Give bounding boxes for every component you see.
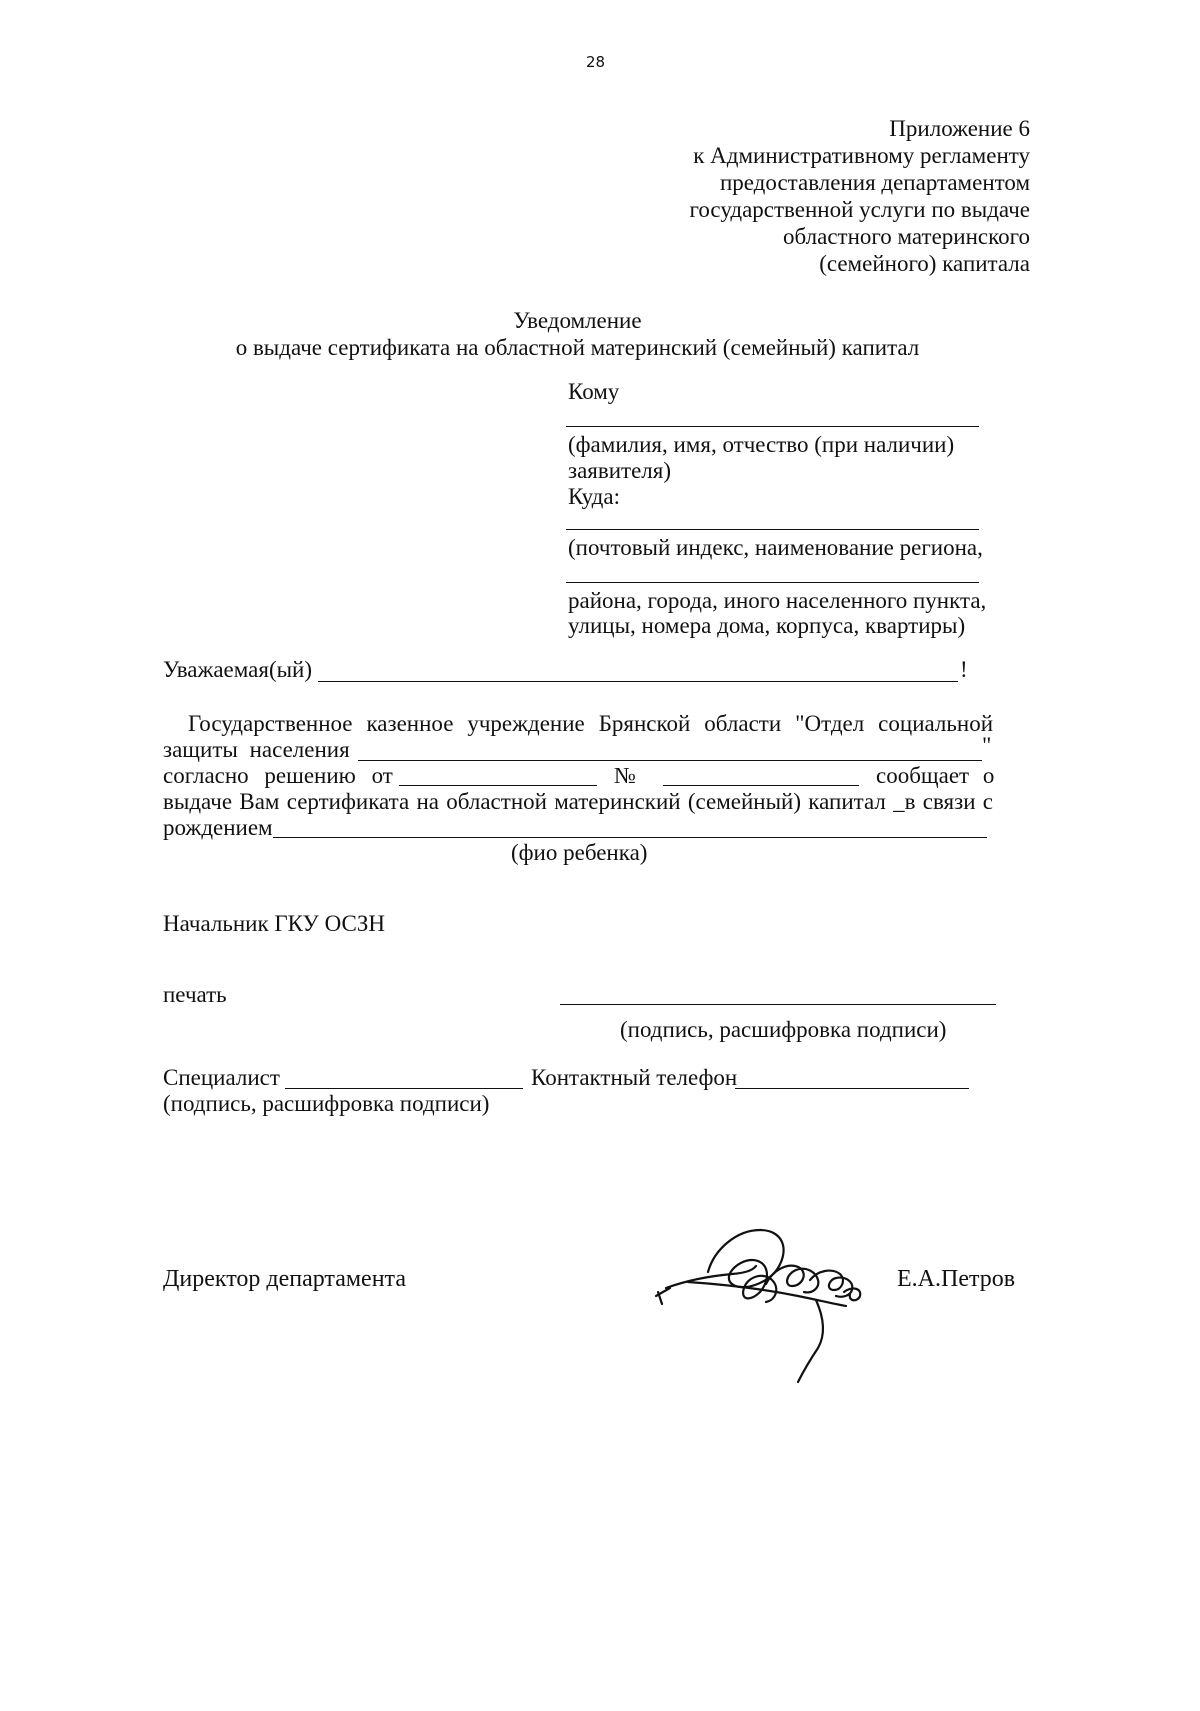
head-signature-line xyxy=(560,1004,996,1005)
decision-number-line xyxy=(663,785,859,786)
specialist-label: Специалист xyxy=(163,1065,280,1090)
appendix-block xyxy=(530,115,1030,277)
greeting-end: ! xyxy=(960,657,968,682)
body-line-2-label: защиты населения xyxy=(163,737,350,762)
phone-label: Контактный телефон xyxy=(531,1065,738,1090)
handwritten-signature xyxy=(648,1222,878,1387)
page-number: 28 xyxy=(586,53,606,71)
address-hint: улицы, номера дома, корпуса, квартиры) xyxy=(568,613,966,638)
child-name-line xyxy=(273,837,987,838)
decision-number-sign: № xyxy=(614,763,636,788)
phone-line xyxy=(735,1088,969,1089)
body-line-2-end: " xyxy=(982,733,992,758)
head-label: Начальник ГКУ ОСЗН xyxy=(163,911,385,936)
address-hint: (почтовый индекс, наименование региона, xyxy=(568,535,983,560)
body-line-3-label: согласно решению от xyxy=(163,763,393,788)
document-title: Уведомление xyxy=(513,308,642,333)
child-name-hint: (фио ребенка) xyxy=(511,840,648,865)
specialist-hint: (подпись, расшифровка подписи) xyxy=(163,1091,490,1116)
head-signature-hint: (подпись, расшифровка подписи) xyxy=(620,1017,947,1042)
director-position: Директор департамента xyxy=(163,1266,406,1292)
where-label: Куда: xyxy=(568,484,620,509)
appendix-line: предоставления департаментом xyxy=(719,170,1030,195)
department-name-line xyxy=(358,760,982,761)
recipient-name-hint: (фамилия, имя, отчество (при наличии) xyxy=(568,432,955,457)
body-line-4: выдаче Вам сертификата на областной материнский (семейный) капитал _в связи с xyxy=(163,789,993,814)
appendix-line: государственной услуги по выдаче xyxy=(689,197,1030,222)
decision-date-line xyxy=(399,785,597,786)
to-label: Кому xyxy=(568,379,620,404)
address-line xyxy=(566,582,979,583)
address-hint: района, города, иного населенного пункта, xyxy=(568,588,987,613)
appendix-line: областного материнского xyxy=(783,224,1030,249)
director-name: Е.А.Петров xyxy=(897,1266,1016,1292)
document-subtitle: о выдаче сертификата на областной материнский (семейный) капитал xyxy=(235,335,920,360)
specialist-signature-line xyxy=(285,1088,523,1089)
recipient-name-line xyxy=(566,426,979,427)
recipient-name-hint: заявителя) xyxy=(568,458,672,483)
appendix-line: (семейного) капитала xyxy=(819,251,1030,276)
greeting-label: Уважаемая(ый) xyxy=(163,657,313,682)
body-line-5-label: рождением xyxy=(163,815,273,840)
stamp-label: печать xyxy=(163,982,227,1007)
appendix-line: Приложение 6 xyxy=(889,116,1030,141)
greeting-line xyxy=(318,681,958,682)
body-line-3-end: сообщает о xyxy=(876,763,995,788)
body-line-1: Государственное казенное учреждение Брянской области "Отдел социальной xyxy=(188,711,993,736)
address-line xyxy=(566,529,979,530)
appendix-line: к Административному регламенту xyxy=(693,143,1030,168)
